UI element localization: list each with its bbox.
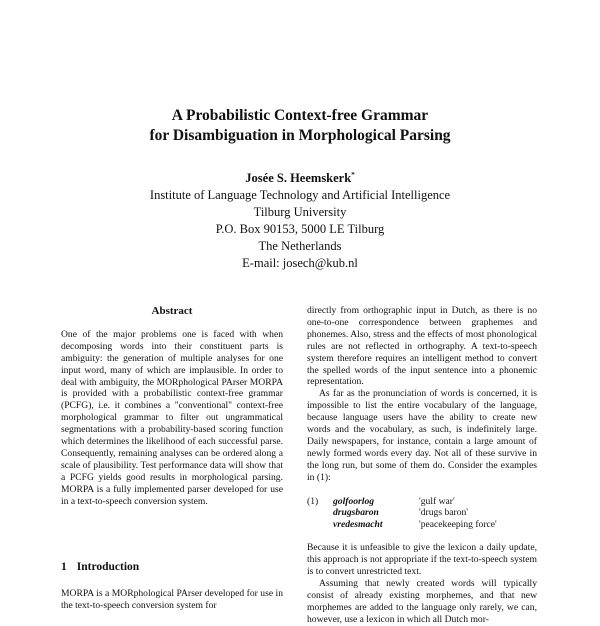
right-paragraph-1: directly from orthographic input in Dutch, as there is no one-to-one correspondence between graphemes and phonemes. Also, stress and the effects of most phonological rules are not reflected in orthography. A text-to-speech system therefore requires an intelligent method to convert the spelled words of the input sentence into a phonemic representation. — [307, 305, 537, 388]
example-word: golfoorlog — [333, 495, 375, 507]
section-number: 1 — [61, 561, 67, 573]
right-column — [307, 305, 537, 626]
example-row — [307, 496, 537, 508]
example-list — [307, 496, 537, 531]
example-gloss: 'gulf war' — [419, 495, 455, 507]
left-column — [61, 306, 283, 508]
example-word: vredesmacht — [333, 518, 383, 530]
section-title: Introduction — [76, 561, 140, 573]
affiliation-address: P.O. Box 90153, 5000 LE Tilburg — [215, 222, 385, 237]
abstract-heading: Abstract — [151, 305, 193, 317]
title-line-2: for Disambiguation in Morphological Parsing — [149, 127, 451, 144]
example-gloss: 'drugs baron' — [419, 507, 469, 519]
example-row — [307, 519, 537, 531]
example-number: (1) — [307, 495, 319, 507]
affiliation-country: The Netherlands — [258, 239, 342, 254]
right-paragraph-4: Assuming that newly created words will typically consist of already existing morphemes, and that new morphemes are added to the language only rarely, we can, however, use a lexicon in which all Dutch mor- — [307, 578, 537, 625]
paper-title — [60, 106, 540, 146]
author-email: E-mail: josech@kub.nl — [242, 256, 358, 271]
author-name: Josée S. Heemskerk* — [245, 171, 355, 186]
abstract-text: One of the major problems one is faced with when decomposing words into their constituent parts is ambiguity: the generation of multiple analyses for one input word, many of which are implausible. In order to deal with ambiguity, the MORphological PArser MORPA is provided with a probabilistic context-free grammar (PCFG), i.e. it combines a "conventional" context-free morphological grammar to filter out ungrammatical segmentations with a probability-based scoring function which determines the likelihood of each successful parse. Consequently, remaining analyses can be ordered along a scale of plausibility. Test performance data will show that a PCFG yields good results in morphological parsing. MORPA is a fully implemented parser developed for use in a text-to-speech conversion system. — [61, 328, 283, 507]
author-block — [60, 167, 540, 272]
footnote-mark: * — [351, 171, 355, 179]
affiliation-institute: Institute of Language Technology and Artificial Intelligence — [149, 188, 451, 203]
example-word: drugsbaron — [333, 507, 379, 519]
right-paragraph-3: Because it is unfeasible to give the lexicon a daily update, this approach is not appropriate if the text-to-speech system is to convert unrestricted text. — [307, 542, 537, 578]
affiliation-university: Tilburg University — [253, 205, 347, 220]
introduction-text: MORPA is a MORphological PArser developed for use in the text-to-speech conversion system for — [61, 587, 283, 611]
right-paragraph-2: As far as the pronunciation of words is concerned, it is impossible to list the entire vocabulary of the language, because language users have the ability to create new words and the vocabulary, as such, is indefinitely large. Daily newspapers, for instance, contain a large amount of newly formed words every day. Not all of these survive in the long run, but some of them do. Consider the examples in (1): — [307, 388, 537, 483]
example-row — [307, 507, 537, 519]
section-heading-introduction — [61, 561, 139, 573]
example-gloss: 'peacekeeping force' — [419, 518, 497, 530]
title-line-1: A Probabilistic Context-free Grammar — [171, 107, 429, 124]
